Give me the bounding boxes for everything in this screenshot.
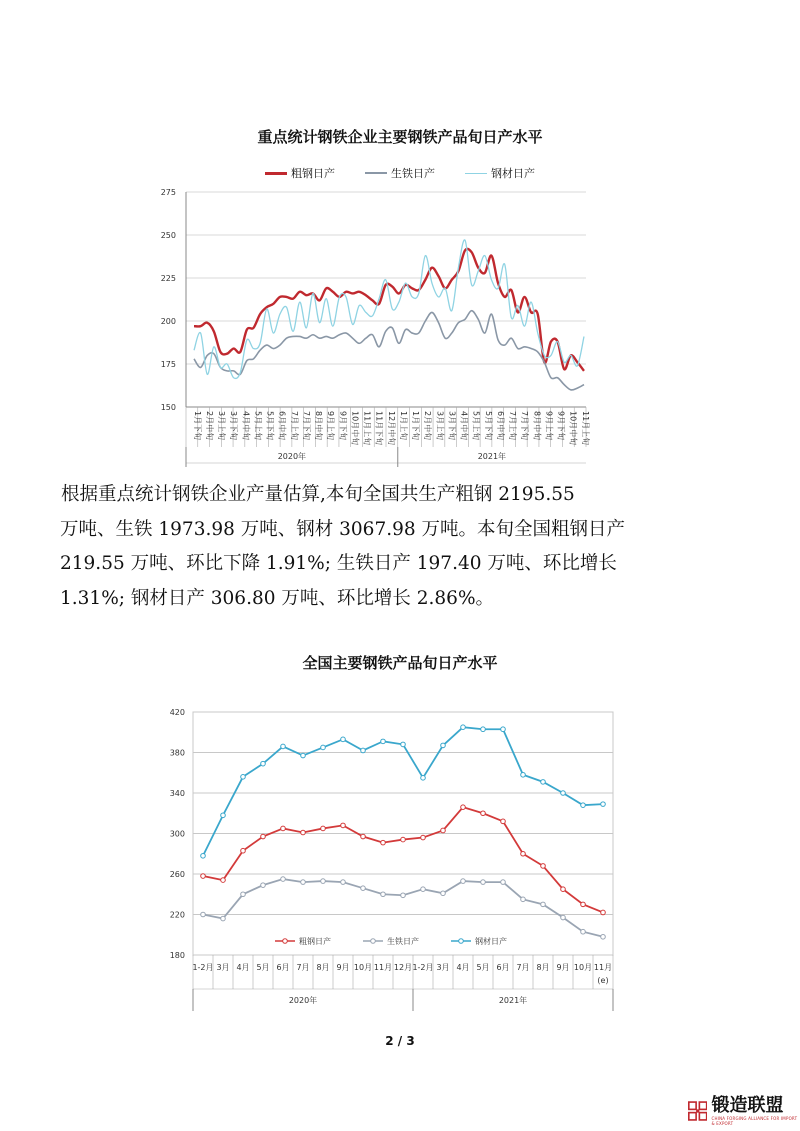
chart2-title: 全国主要钢铁产品旬日产水平 — [302, 654, 498, 672]
y-tick-label: 175 — [160, 360, 176, 369]
chart1-plot — [0, 180, 800, 470]
data-point — [281, 826, 286, 831]
data-point — [341, 737, 346, 742]
data-point — [541, 780, 546, 785]
x-tick-label: 3月下旬 — [447, 411, 457, 441]
x-tick-label: 6月中旬 — [495, 411, 505, 441]
series-line-0 — [194, 249, 584, 371]
x-tick-label: 12月中旬 — [386, 411, 396, 446]
y-tick-label: 380 — [169, 748, 185, 758]
legend-marker — [283, 939, 288, 944]
data-point — [361, 886, 366, 891]
data-point — [241, 848, 246, 853]
data-point — [461, 805, 466, 810]
x-tick-label: 7月上旬 — [508, 411, 518, 441]
data-point — [381, 892, 386, 897]
x-tick-label: 3月 — [216, 963, 230, 972]
data-point — [601, 802, 606, 807]
x-tick-label: 5月 — [256, 963, 270, 972]
x-tick-label: 10月中旬 — [568, 411, 578, 446]
x-tick-label: 8月 — [316, 963, 330, 972]
x-tick-label: 1月上旬 — [398, 411, 408, 441]
data-point — [361, 748, 366, 753]
x-tick-label: 5月下旬 — [265, 411, 275, 441]
data-point — [541, 902, 546, 907]
data-point — [441, 891, 446, 896]
x-tick-label: 9月下旬 — [556, 411, 566, 441]
y-tick-label: 340 — [169, 789, 185, 798]
y-tick-label: 300 — [169, 829, 185, 839]
data-point — [381, 739, 386, 744]
group-label: 2020年 — [288, 996, 318, 1005]
x-tick-label: 9月下旬 — [338, 411, 348, 441]
y-tick-label: 275 — [160, 188, 176, 197]
legend-item-steel-products — [465, 165, 535, 181]
logo-mark-icon — [688, 1099, 707, 1123]
paragraph-line: 万吨、生铁 1973.98 万吨、钢材 3067.98 万吨。本旬全国粗钢日产 — [60, 518, 626, 540]
x-tick-label: 3月上旬 — [435, 411, 445, 441]
chart1-title: 重点统计钢铁企业主要钢铁产品旬日产水平 — [257, 128, 543, 146]
group-label: 2021年 — [477, 452, 507, 461]
logo-subtitle: CHINA FORGING ALLIANCE FOR IMPORT & EXPORT — [711, 1116, 798, 1126]
data-point — [241, 892, 246, 897]
data-point — [401, 742, 406, 747]
data-point — [521, 772, 526, 777]
group-label: 2021年 — [498, 996, 528, 1005]
y-tick-label: 150 — [160, 403, 176, 412]
legend-swatch — [265, 172, 287, 175]
y-tick-label: 260 — [169, 870, 185, 879]
y-tick-label: 180 — [169, 951, 185, 960]
x-tick-label: 7月下旬 — [301, 411, 311, 441]
x-tick-label: 3月 — [436, 963, 450, 972]
data-point — [401, 893, 406, 898]
x-tick-label: 6月中旬 — [277, 411, 287, 441]
x-tick-label: 9月上旬 — [326, 411, 336, 441]
legend-label: 粗钢日产 — [299, 937, 331, 946]
x-tick-label: 5月 — [476, 963, 490, 972]
data-point — [201, 874, 206, 879]
data-point — [201, 853, 206, 858]
data-point — [401, 837, 406, 842]
x-tick-label: 7月 — [516, 963, 530, 972]
legend-label: 钢材日产 — [491, 167, 535, 180]
x-tick-label: 7月上旬 — [289, 411, 299, 441]
data-point — [561, 915, 566, 920]
x-tick-label: 8月中旬 — [532, 411, 542, 441]
legend-item-pig-iron — [365, 165, 435, 181]
legend-marker — [459, 939, 464, 944]
data-point — [481, 727, 486, 732]
chart2-plot — [0, 700, 800, 1020]
data-point — [421, 835, 426, 840]
data-point — [461, 879, 466, 884]
data-point — [261, 834, 266, 839]
legend-swatch — [365, 172, 387, 174]
data-point — [221, 878, 226, 883]
data-point — [461, 725, 466, 730]
data-point — [341, 880, 346, 885]
data-point — [581, 902, 586, 907]
y-tick-label: 225 — [160, 274, 176, 283]
data-point — [201, 912, 206, 917]
x-tick-label: 12月 — [393, 963, 413, 972]
legend-marker — [371, 939, 376, 944]
x-tick-label: 2月中旬 — [205, 411, 215, 441]
data-point — [421, 776, 426, 781]
x-tick-label: 5月上旬 — [471, 411, 481, 441]
group-label: 2020年 — [277, 452, 307, 461]
data-point — [521, 897, 526, 902]
legend-swatch — [465, 173, 487, 174]
data-point — [381, 840, 386, 845]
data-point — [421, 887, 426, 892]
data-point — [241, 775, 246, 780]
legend-label: 钢材日产 — [475, 937, 507, 946]
data-point — [481, 880, 486, 885]
x-tick-label: 11月 — [373, 963, 393, 972]
x-tick-label: 7月下旬 — [520, 411, 530, 441]
brand-logo — [688, 1096, 800, 1126]
data-point — [561, 887, 566, 892]
data-point — [301, 753, 306, 758]
x-tick-label: 3月下旬 — [229, 411, 239, 441]
data-point — [441, 828, 446, 833]
paragraph-line: 根据重点统计钢铁企业产量估算,本旬全国共生产粗钢 2195.55 — [61, 484, 575, 505]
x-tick-label: 1月下旬 — [192, 411, 202, 441]
y-tick-label: 250 — [160, 231, 176, 240]
x-tick-label: 7月 — [296, 963, 310, 972]
page-number: 2 / 3 — [385, 1034, 415, 1048]
x-tick-label: 10月中旬 — [350, 411, 360, 446]
x-tick-label: 4月 — [236, 963, 250, 972]
x-tick-label: 9月 — [336, 963, 350, 972]
x-tick-label: 1-2月 — [192, 963, 214, 972]
x-tick-label: 2月中旬 — [423, 411, 433, 441]
body-paragraph — [60, 478, 750, 616]
x-tick-label: 3月上旬 — [217, 411, 227, 441]
paragraph-line: 1.31%; 钢材日产 306.80 万吨、环比增长 2.86%。 — [60, 587, 495, 609]
x-tick-label: 9月 — [556, 963, 570, 972]
data-point — [501, 880, 506, 885]
data-point — [221, 916, 226, 921]
data-point — [341, 823, 346, 828]
x-tick-label: 10月 — [573, 963, 593, 972]
x-tick-label: 4月中旬 — [459, 411, 469, 441]
x-tick-label: 11月上旬 — [362, 411, 372, 446]
paragraph-line: 219.55 万吨、环比下降 1.91%; 生铁日产 197.40 万吨、环比增长 — [60, 553, 617, 574]
data-point — [321, 826, 326, 831]
data-point — [561, 791, 566, 796]
x-tick-label: 1月下旬 — [411, 411, 421, 441]
data-point — [521, 851, 526, 856]
x-tick-label: 11月上旬 — [580, 411, 590, 446]
data-point — [361, 834, 366, 839]
data-point — [301, 830, 306, 835]
data-point — [601, 910, 606, 915]
data-point — [581, 929, 586, 934]
data-point — [301, 880, 306, 885]
legend-item-crude-steel — [265, 165, 335, 181]
legend-label: 生铁日产 — [391, 167, 435, 180]
x-tick-label: 6月 — [276, 963, 290, 972]
x-tick-label: 4月中旬 — [241, 411, 251, 441]
data-point — [261, 883, 266, 888]
data-point — [321, 745, 326, 750]
x-tick-label: 1-2月 — [412, 963, 434, 972]
series-line-2 — [194, 240, 584, 379]
x-tick-label: 4月 — [456, 963, 470, 972]
chart1-legend — [0, 165, 800, 181]
estimate-label: (e) — [597, 976, 609, 985]
data-point — [261, 761, 266, 766]
x-tick-label: 10月 — [353, 963, 373, 972]
y-tick-label: 220 — [169, 910, 185, 920]
logo-name: 锻造联盟 — [711, 1095, 784, 1116]
legend-label: 粗钢日产 — [291, 167, 335, 180]
data-point — [481, 811, 486, 816]
y-tick-label: 420 — [169, 708, 185, 717]
x-tick-label: 6月 — [496, 963, 510, 972]
x-tick-label: 8月中旬 — [314, 411, 324, 441]
y-tick-label: 200 — [160, 317, 176, 326]
x-tick-label: 5月上旬 — [253, 411, 263, 441]
data-point — [601, 934, 606, 939]
x-tick-label: 11月下旬 — [374, 411, 384, 446]
data-point — [541, 864, 546, 869]
data-point — [281, 877, 286, 882]
data-point — [581, 803, 586, 808]
data-point — [281, 744, 286, 749]
x-tick-label: 5月下旬 — [483, 411, 493, 441]
data-point — [321, 879, 326, 884]
legend-label: 生铁日产 — [387, 937, 419, 946]
data-point — [221, 813, 226, 818]
data-point — [441, 743, 446, 748]
x-tick-label: 11月 — [593, 963, 613, 972]
x-tick-label: 9月上旬 — [544, 411, 554, 441]
data-point — [501, 819, 506, 824]
x-tick-label: 8月 — [536, 963, 550, 972]
data-point — [501, 727, 506, 732]
